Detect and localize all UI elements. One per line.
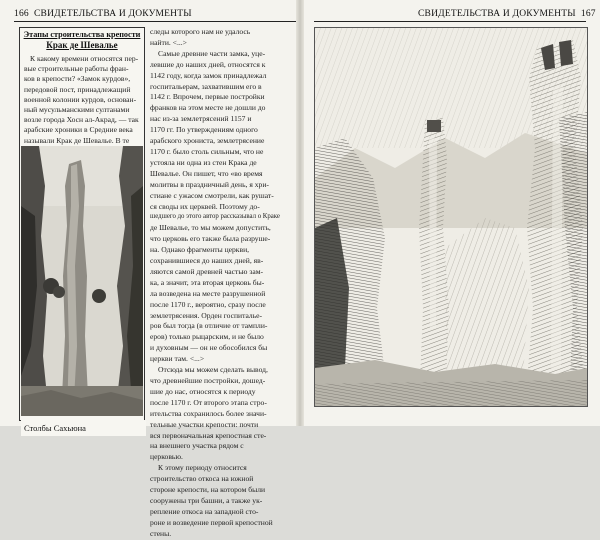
sidebar-line: вые строительные работы фран- bbox=[24, 64, 129, 74]
right-page-number: 167 bbox=[580, 9, 596, 19]
body-line: роне и возведение первой крепостной bbox=[150, 517, 273, 527]
body-line: шие до нас, относятся к периоду bbox=[150, 386, 256, 396]
body-line: Отсюда мы можем сделать вывод, bbox=[158, 365, 268, 375]
sahyun-pillars-photo-art bbox=[21, 146, 143, 416]
sidebar-line: ков в крепости? «Замок курдов», bbox=[24, 74, 131, 84]
body-line: ров был тогда (в отличие от тампли- bbox=[150, 321, 268, 331]
body-line: нас из-за землетрясений 1157 и bbox=[150, 114, 252, 124]
body-line: сохранившиеся до наших дней, яв- bbox=[150, 256, 264, 266]
body-line: ся своды их церквей. Поэтому до- bbox=[150, 201, 260, 211]
left-running-head bbox=[14, 9, 192, 19]
body-line: сооружены три башни, а также ук- bbox=[150, 495, 263, 505]
sidebar-line: возле города Хосн ал-Акрад, — так bbox=[24, 115, 139, 125]
body-line: Шевалье. Он пишет, что «во время bbox=[150, 168, 263, 178]
left-page-number: 166 bbox=[14, 9, 29, 19]
body-line: левшие до наших дней, относятся к bbox=[150, 59, 266, 69]
sidebar-line: ный мусульманскими султанами bbox=[24, 105, 130, 115]
body-line: еров) только рыцарским, и не было bbox=[150, 332, 264, 342]
sidebar-line: военной колонии курдов, основан- bbox=[24, 94, 137, 104]
sidebar-line: К какому времени относятся пер- bbox=[30, 54, 139, 63]
body-line: молитвы в праздничный день, я хри- bbox=[150, 179, 269, 189]
body-line: после 1170 г. От второго этапа стро- bbox=[150, 397, 267, 407]
body-line: на. Однако фрагменты церкви, bbox=[150, 245, 250, 255]
castle-engraving bbox=[314, 27, 588, 407]
body-line: стены. bbox=[150, 528, 172, 538]
photo-caption: Столбы Сахьюна bbox=[21, 420, 146, 436]
book-gutter bbox=[296, 0, 304, 426]
body-line: что древнейшие постройки, дошед- bbox=[150, 376, 266, 385]
body-line: ительства сохранилось более значи- bbox=[150, 408, 267, 418]
body-line: 1170 гг. По утверждениям одного bbox=[150, 125, 258, 135]
body-line: ла возведена на месте разрушенной bbox=[150, 288, 266, 298]
body-line: ка, а значит, эта вторая церковь бы- bbox=[150, 277, 265, 287]
body-line: и духовным — он не обособился бы bbox=[150, 343, 268, 353]
sidebar-line: называли Крак де Шевалье. В те bbox=[24, 135, 130, 145]
body-line: де Шевалье, то мы можем допустить, bbox=[150, 223, 271, 233]
body-line: после 1170 г., вероятно, сразу после bbox=[150, 299, 266, 309]
body-line: на внешнего участка рядом с bbox=[150, 441, 244, 451]
body-line: Самые древние части замка, уце- bbox=[158, 48, 266, 58]
sidebar-title-line-2: Крак де Шевалье bbox=[46, 40, 118, 50]
body-line: строительство откоса на южной bbox=[150, 474, 254, 484]
sidebar-box bbox=[19, 27, 145, 433]
right-running-title: СВИДЕТЕЛЬСТВА И ДОКУМЕНТЫ bbox=[418, 9, 576, 19]
body-line: шедшего до этого автор рассказывал о Краке bbox=[150, 213, 280, 221]
body-line: 1142 году, когда замок принадлежал bbox=[150, 70, 267, 80]
body-line: устояла ни одна из стен Крака де bbox=[150, 157, 257, 167]
left-running-title: СВИДЕТЕЛЬСТВА И ДОКУМЕНТЫ bbox=[34, 9, 192, 19]
sahyun-pillars-photo bbox=[21, 146, 143, 416]
sidebar-line: передовой пост, принадлежащий bbox=[24, 84, 131, 94]
body-line: арабского хрониста, землетрясение bbox=[150, 136, 265, 146]
body-line: тельные участки крепости: почти bbox=[150, 419, 259, 429]
body-line: 1170 г. было столь сильным, что не bbox=[150, 146, 264, 156]
body-line: стороне крепости, на котором были bbox=[150, 485, 266, 495]
body-line: найти. <...> bbox=[150, 37, 187, 47]
body-line: церковью. bbox=[150, 452, 183, 462]
body-line: церкви там. <...> bbox=[150, 354, 205, 364]
sidebar-title-line-1: Этапы строительства крепости bbox=[23, 30, 141, 39]
body-line: что церковь его также была разруше- bbox=[150, 234, 271, 244]
right-header-rule bbox=[314, 21, 586, 22]
castle-engraving-art bbox=[315, 28, 587, 406]
body-line: 1142 г. Впрочем, первые постройки bbox=[150, 92, 265, 102]
body-line: франков на этом месте не дошли до bbox=[150, 103, 266, 113]
left-header-rule bbox=[14, 21, 296, 22]
body-line: вся первоначальная крепостная сте- bbox=[150, 430, 267, 440]
right-running-head bbox=[418, 9, 596, 19]
body-line: землетрясения. Орден госпиталье- bbox=[150, 310, 263, 320]
sidebar-line: арабские хроники в Средние века bbox=[24, 125, 133, 135]
left-body-text bbox=[150, 27, 296, 540]
body-line: госпитальерам, захватившим его в bbox=[150, 81, 262, 91]
sidebar-title bbox=[22, 30, 142, 50]
body-line: стиане с ужасом смотрели, как рушат- bbox=[150, 190, 274, 200]
body-line: репление откоса на западной сто- bbox=[150, 506, 259, 516]
body-line: ляются самой древней частью зам- bbox=[150, 266, 264, 276]
body-line: К этому периоду относится bbox=[158, 463, 247, 473]
body-line: следы которого нам не удалось bbox=[150, 27, 251, 36]
